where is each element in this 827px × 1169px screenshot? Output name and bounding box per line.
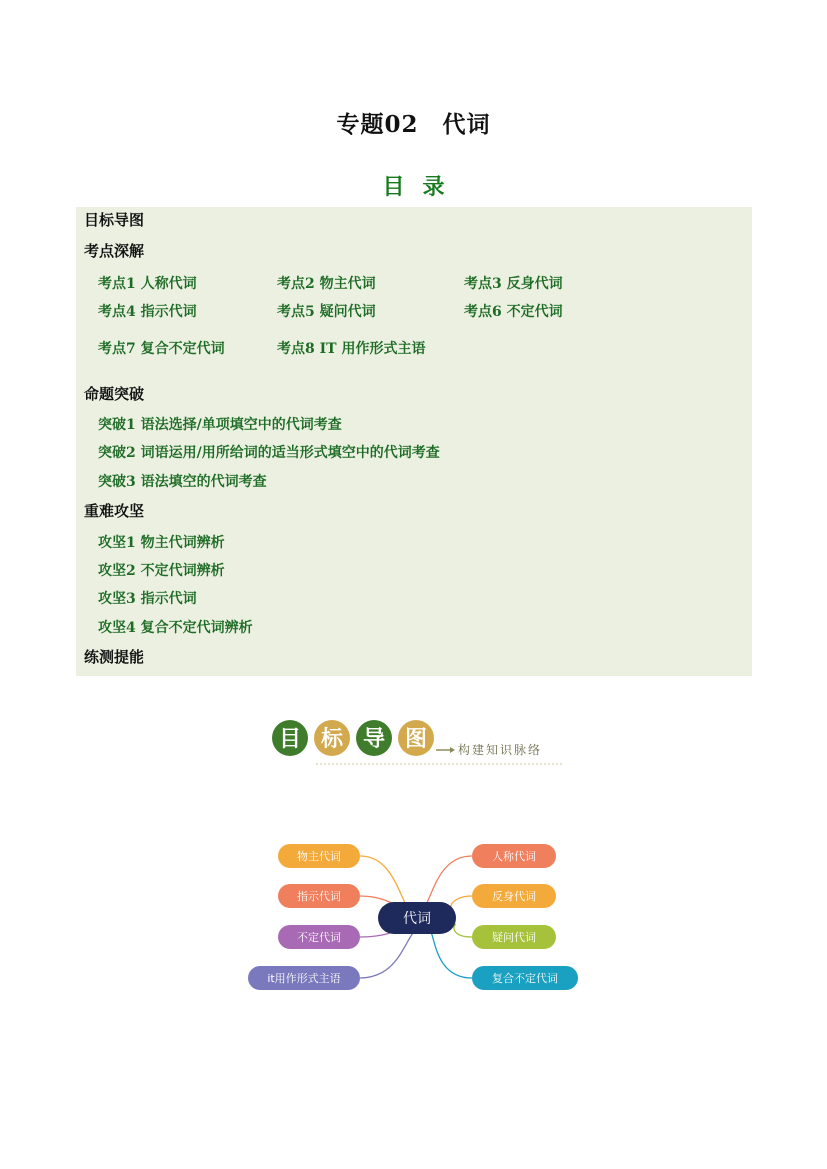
svg-text:导: 导: [362, 727, 386, 752]
mind-node-possessive: [278, 844, 360, 868]
mind-node-compound-indefinite: [472, 966, 578, 990]
toc-item-gongjian-3[interactable]: 攻坚3 指示代词: [98, 591, 197, 607]
svg-text:标: 标: [320, 727, 344, 752]
table-of-contents: [76, 207, 752, 676]
banner-char-2: [314, 720, 350, 756]
svg-text:目: 目: [278, 727, 302, 752]
mind-node-demonstrative: [278, 884, 360, 908]
svg-text:不定代词: 不定代词: [297, 931, 341, 944]
page-title: 专题02 代词: [336, 111, 491, 138]
mind-node-reflexive: [472, 884, 556, 908]
toc-item-kaodian-8[interactable]: 考点8 IT 用作形式主语: [277, 341, 426, 357]
toc-heading: 目录: [382, 174, 463, 200]
toc-section-practice[interactable]: 练测提能: [84, 648, 145, 666]
svg-text:物主代词: 物主代词: [297, 850, 341, 863]
toc-item-kaodian-2[interactable]: 考点2 物主代词: [277, 276, 376, 292]
svg-text:复合不定代词: 复合不定代词: [492, 972, 558, 985]
mind-node-it-formal-subject: [248, 966, 360, 990]
toc-item-kaodian-7[interactable]: 考点7 复合不定代词: [98, 341, 225, 357]
toc-item-tupo-2[interactable]: 突破2 词语运用/用所给词的适当形式填空中的代词考查: [98, 445, 440, 461]
toc-item-gongjian-2[interactable]: 攻坚2 不定代词辨析: [98, 563, 225, 579]
mind-node-personal: [472, 844, 556, 868]
toc-item-kaodian-1[interactable]: 考点1 人称代词: [98, 276, 197, 292]
pronoun-mind-map: [240, 836, 590, 1006]
connector-left-4: [360, 928, 418, 978]
svg-text:反身代词: 反身代词: [492, 890, 536, 903]
banner-char-4: [398, 720, 434, 756]
toc-section-breakthrough[interactable]: 命题突破: [84, 385, 145, 403]
toc-item-tupo-3[interactable]: 突破3 语法填空的代词考查: [98, 474, 267, 490]
banner-char-3: [356, 720, 392, 756]
toc-section-key-points[interactable]: 考点深解: [84, 242, 145, 260]
toc-item-kaodian-6[interactable]: 考点6 不定代词: [464, 304, 563, 320]
toc-item-gongjian-4[interactable]: 攻坚4 复合不定代词辨析: [98, 620, 253, 636]
toc-item-gongjian-1[interactable]: 攻坚1 物主代词辨析: [98, 535, 225, 551]
toc-section-goal-map[interactable]: 目标导图: [84, 211, 145, 229]
svg-text:代词: 代词: [403, 911, 431, 927]
mind-node-interrogative: [472, 925, 556, 949]
svg-text:人称代词: 人称代词: [492, 850, 536, 863]
toc-item-tupo-1[interactable]: 突破1 语法选择/单项填空中的代词考查: [98, 417, 342, 433]
toc-section-difficulties[interactable]: 重难攻坚: [84, 502, 145, 520]
goal-map-banner: [270, 716, 570, 772]
svg-text:it用作形式主语: it用作形式主语: [267, 972, 341, 985]
connector-right-3: [454, 924, 472, 937]
svg-text:疑问代词: 疑问代词: [492, 931, 536, 944]
toc-item-kaodian-5[interactable]: 考点5 疑问代词: [277, 304, 376, 320]
banner-char-1: [272, 720, 308, 756]
toc-item-kaodian-3[interactable]: 考点3 反身代词: [464, 276, 563, 292]
banner-arrow-icon: [436, 747, 455, 753]
mind-map-center: [378, 902, 456, 934]
toc-item-kaodian-4[interactable]: 考点4 指示代词: [98, 304, 197, 320]
svg-text:指示代词: 指示代词: [297, 890, 341, 903]
svg-text:图: 图: [404, 727, 428, 752]
banner-subtitle: 构建知识脉络: [458, 743, 543, 757]
mind-node-indefinite: [278, 925, 360, 949]
